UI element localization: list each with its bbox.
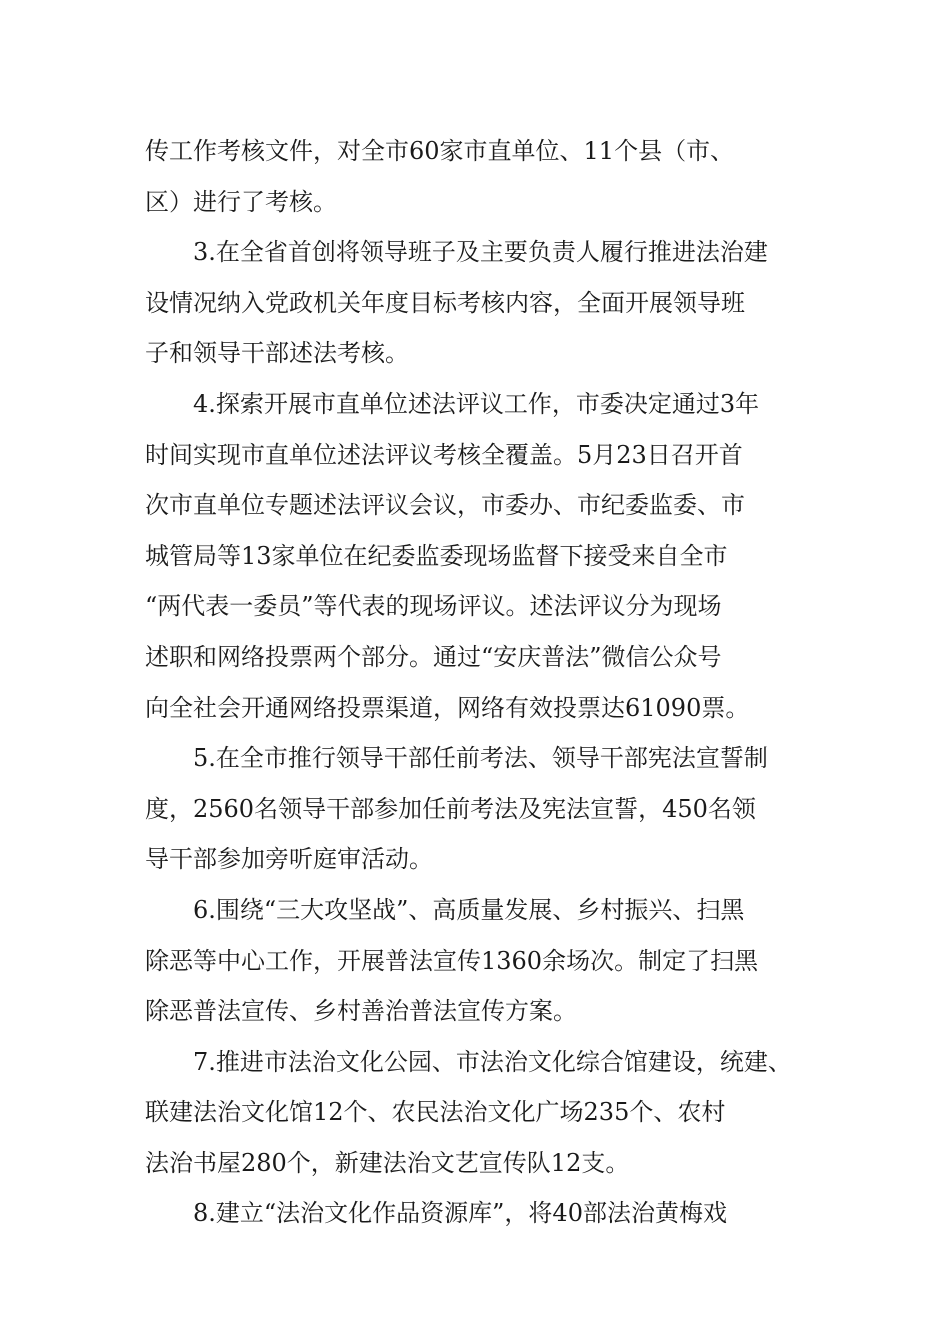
line-text: 述职和网络投票两个部分。通过“安庆普法”微信公众号 [145,642,722,671]
text-line [145,531,805,582]
line-text: 法治书屋280个，新建法治文艺宣传队12支。 [145,1148,630,1177]
line-text: 次市直单位专题述法评议会议，市委办、市纪委监委、市 [145,491,745,520]
text-line [145,480,805,531]
text-line [145,1087,805,1138]
line-text: 区）进行了考核。 [145,187,337,216]
line-text: 度，2560名领导干部参加任前考法及宪法宣誓，450名领 [145,794,756,823]
paragraph-6-first-line [145,885,805,936]
line-text: 传工作考核文件，对全市60家市直单位、11个县（市、 [145,137,735,165]
line-text: 除恶普法宣传、乡村善治普法宣传方案。 [145,997,577,1026]
text-line [145,834,805,885]
text-line [145,784,805,835]
line-text: 6.围绕“三大攻坚战”、高质量发展、乡村振兴、扫黑 [193,895,745,924]
line-text: 4.探索开展市直单位述法评议工作，市委决定通过3年 [193,389,760,418]
text-line [145,683,805,734]
text-line [145,581,805,632]
document-body [145,126,805,1239]
text-line [145,278,805,329]
paragraph-4-first-line [145,379,805,430]
text-line [145,126,805,177]
text-line [145,936,805,987]
text-line [145,1138,805,1189]
line-text: 城管局等13家单位在纪委监委现场监督下接受来自全市 [145,541,728,570]
paragraph-3-first-line [145,227,805,278]
line-text: 联建法治文化馆12个、农民法治文化广场235个、农村 [145,1098,726,1127]
paragraph-8-first-line [145,1188,805,1239]
line-text: 时间实现市直单位述法评议考核全覆盖。5月23日召开首 [145,440,743,469]
line-text: 5.在全市推行领导干部任前考法、领导干部宪法宣誓制 [193,744,768,773]
paragraph-7-first-line [145,1037,805,1088]
line-text: 7.推进市法治文化公园、市法治文化综合馆建设，统建、 [193,1047,792,1076]
line-text: 向全社会开通网络投票渠道，网络有效投票达61090票。 [145,693,750,722]
line-text: 除恶等中心工作，开展普法宣传1360余场次。制定了扫黑 [145,946,759,975]
line-text: “两代表一委员”等代表的现场评议。述法评议分为现场 [145,592,722,621]
text-line [145,430,805,481]
line-text: 子和领导干部述法考核。 [145,339,409,368]
line-text: 设情况纳入党政机关年度目标考核内容，全面开展领导班 [145,288,745,317]
text-line [145,328,805,379]
paragraph-5-first-line [145,733,805,784]
line-text: 8.建立“法治文化作品资源库”，将40部法治黄梅戏 [193,1199,727,1228]
line-text: 导干部参加旁听庭审活动。 [145,845,433,874]
text-line [145,632,805,683]
text-line [145,986,805,1037]
text-line [145,177,805,228]
line-text: 3.在全省首创将领导班子及主要负责人履行推进法治建 [193,238,768,267]
